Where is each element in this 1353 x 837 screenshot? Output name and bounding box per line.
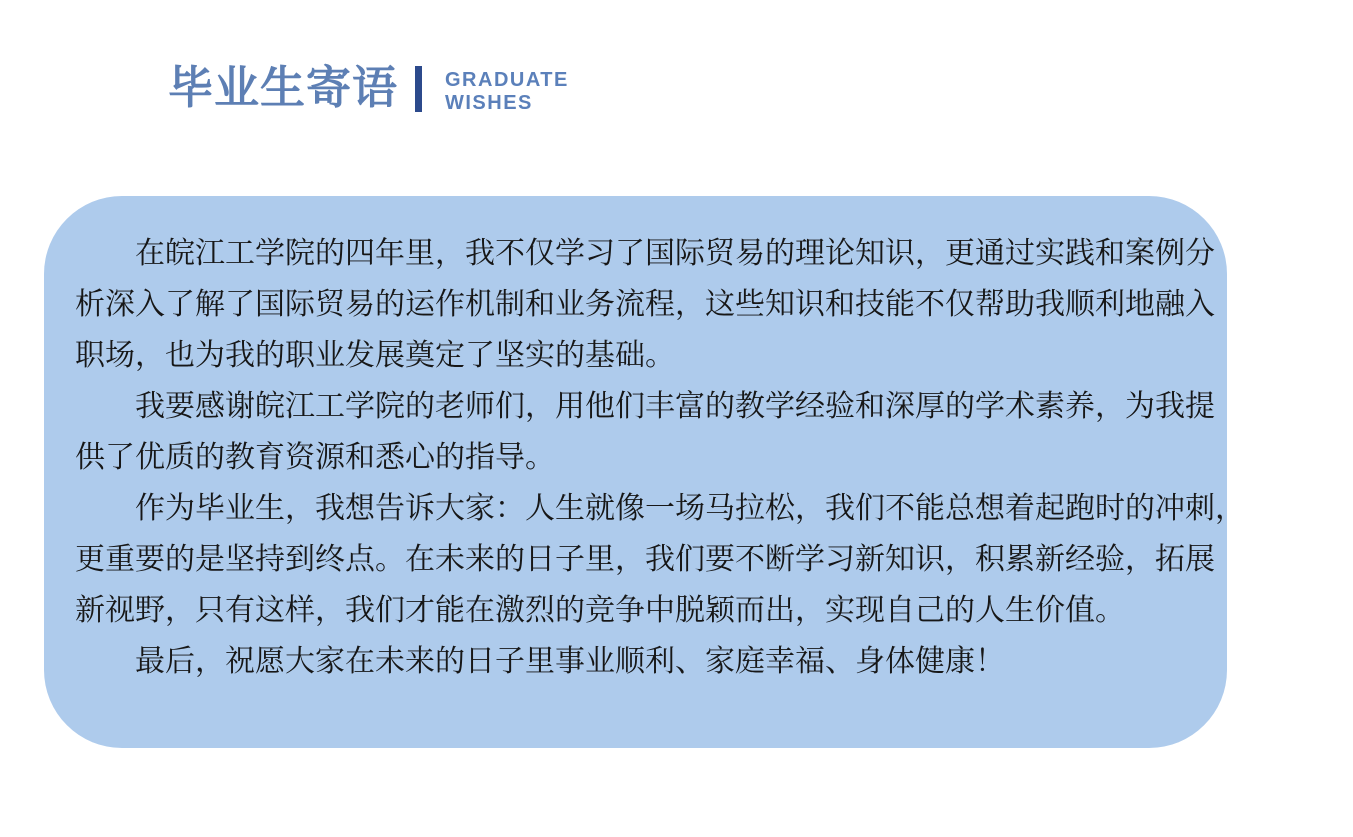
text-line: 析深入了解了国际贸易的运作机制和业务流程，这些知识和技能不仅帮助我顺利地融入: [75, 288, 1215, 321]
page-title: 毕业生寄语: [168, 62, 399, 113]
title-divider: [415, 66, 422, 112]
wishes-text: [75, 228, 1245, 687]
page-subtitle-line-2: WISHES: [445, 92, 533, 114]
text-line: 新视野，只有这样，我们才能在激烈的竞争中脱颖而出，实现自己的人生价值。: [75, 594, 1125, 627]
text-line: 我要感谢皖江工学院的老师们，用他们丰富的教学经验和深厚的学术素养，为我提: [135, 390, 1215, 423]
text-line: 职场，也为我的职业发展奠定了坚实的基础。: [75, 339, 675, 372]
page-subtitle: [445, 69, 569, 115]
page-subtitle-line-1: GRADUATE: [445, 69, 569, 91]
text-line: 更重要的是坚持到终点。在未来的日子里，我们要不断学习新知识，积累新经验，拓展: [75, 543, 1215, 576]
text-line: 供了优质的教育资源和悉心的指导。: [75, 441, 555, 474]
text-line: 作为毕业生，我想告诉大家：人生就像一场马拉松，我们不能总想着起跑时的冲刺，: [135, 492, 1245, 525]
text-line: 在皖江工学院的四年里，我不仅学习了国际贸易的理论知识，更通过实践和案例分: [135, 237, 1215, 270]
text-line: 最后，祝愿大家在未来的日子里事业顺利、家庭幸福、身体健康！: [135, 645, 1005, 678]
wishes-panel: [44, 196, 1245, 748]
